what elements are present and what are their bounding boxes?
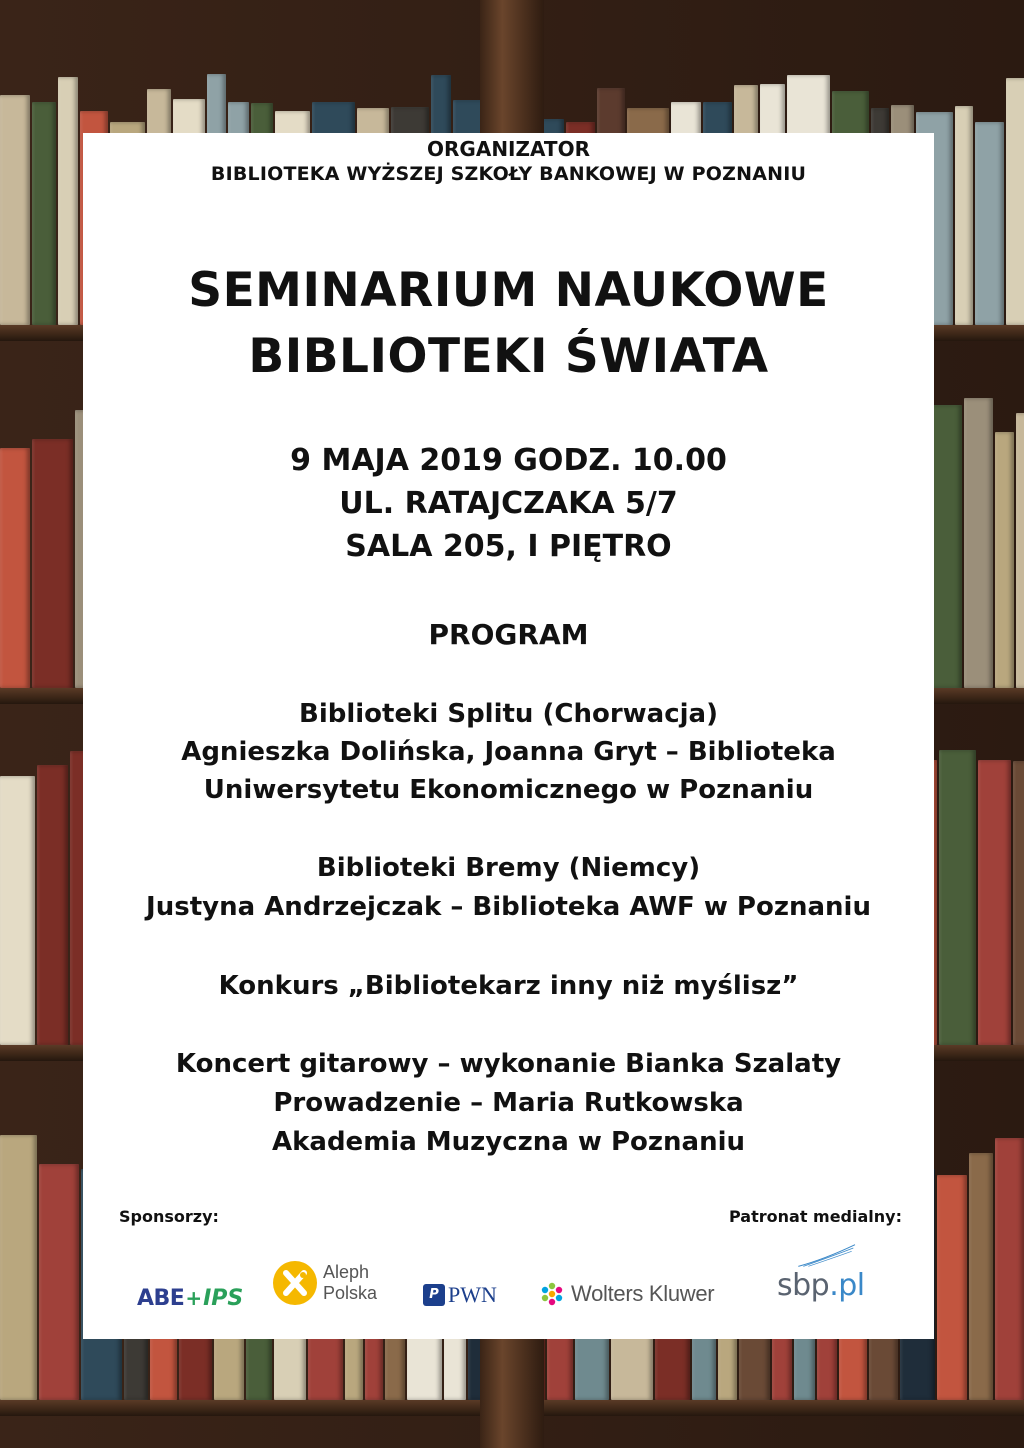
sponsors-label: Sponsorzy:: [119, 1207, 219, 1226]
pwn-mark-icon: P: [423, 1284, 445, 1306]
book-spine: [995, 1138, 1024, 1400]
sbp-logo: [777, 1243, 865, 1303]
plus-icon: +: [185, 1286, 203, 1310]
book-spine: [995, 432, 1014, 688]
book-spine: [978, 760, 1011, 1045]
event-street: UL. RATAJCZAKA 5/7: [339, 486, 678, 521]
book-spine: [1006, 78, 1024, 325]
book-spine: [964, 398, 993, 688]
program-item: Biblioteki Splitu (Chorwacja): [299, 699, 718, 729]
sbp-logo-tld: .pl: [829, 1268, 865, 1303]
book-spine: [0, 1135, 37, 1400]
patron-label: Patronat medialny:: [729, 1207, 902, 1226]
book-spine: [0, 448, 30, 688]
book-spine: [939, 750, 976, 1045]
program-heading: PROGRAM: [428, 618, 589, 651]
program-item: Biblioteki Bremy (Niemcy): [316, 853, 701, 883]
event-room: SALA 205, I PIĘTRO: [345, 529, 672, 564]
book-spine: [32, 102, 56, 325]
program-item: Uniwersytetu Ekonomicznego w Poznaniu: [203, 775, 814, 805]
book-spine: [0, 776, 35, 1045]
program-item: Justyna Andrzejczak – Biblioteka AWF w Poznaniu: [146, 892, 871, 922]
sbp-logo-main: sbp: [777, 1268, 830, 1303]
book-spine: [37, 765, 68, 1045]
pwn-logo-text: PWN: [448, 1282, 497, 1307]
book-spine: [0, 95, 30, 325]
ips-logo-text: IPS: [203, 1285, 244, 1311]
abe-ips-logo: [137, 1268, 243, 1328]
organizer-label: ORGANIZATOR: [427, 137, 590, 161]
program-item: Prowadzenie – Maria Rutkowska: [273, 1088, 744, 1118]
organizer-name: BIBLIOTEKA WYŻSZEJ SZKOŁY BANKOWEJ W POZNANIU: [210, 163, 807, 185]
pwn-logo: [423, 1265, 497, 1325]
abe-logo-text: ABE: [137, 1285, 185, 1311]
aleph-logo-line-1: Aleph: [323, 1262, 370, 1282]
book-spine: [969, 1153, 993, 1400]
book-spine: [58, 77, 78, 325]
event-date-time: 9 MAJA 2019 GODZ. 10.00: [290, 443, 727, 478]
book-spine: [1016, 413, 1024, 688]
book-spine: [975, 122, 1004, 325]
book-spine: [32, 439, 73, 688]
aleph-polska-logo: [273, 1253, 377, 1313]
book-spine: [1013, 761, 1024, 1045]
seminar-title-line-2: BIBLIOTEKI ŚWIATA: [248, 329, 769, 384]
book-spine: [955, 106, 973, 325]
aleph-icon: [273, 1261, 317, 1305]
sbp-swoosh-icon: [785, 1243, 865, 1268]
wolters-kluwer-logo: [539, 1264, 714, 1324]
seminar-title-line-1: SEMINARIUM NAUKOWE: [188, 263, 829, 318]
book-spine: [937, 1175, 967, 1400]
program-item: Akademia Muzyczna w Poznaniu: [271, 1127, 746, 1157]
book-spine: [39, 1164, 79, 1400]
program-item: Agnieszka Dolińska, Joanna Gryt – Biblioteka: [181, 737, 836, 767]
aleph-logo-line-2: Polska: [323, 1283, 378, 1303]
program-item: Konkurs „Bibliotekarz inny niż myślisz”: [218, 971, 799, 1001]
wolters-kluwer-globe-icon: [539, 1281, 565, 1307]
program-item: Koncert gitarowy – wykonanie Bianka Szalaty: [175, 1049, 842, 1079]
wolters-kluwer-logo-text: Wolters Kluwer: [571, 1281, 715, 1306]
poster-card: [83, 133, 934, 1339]
